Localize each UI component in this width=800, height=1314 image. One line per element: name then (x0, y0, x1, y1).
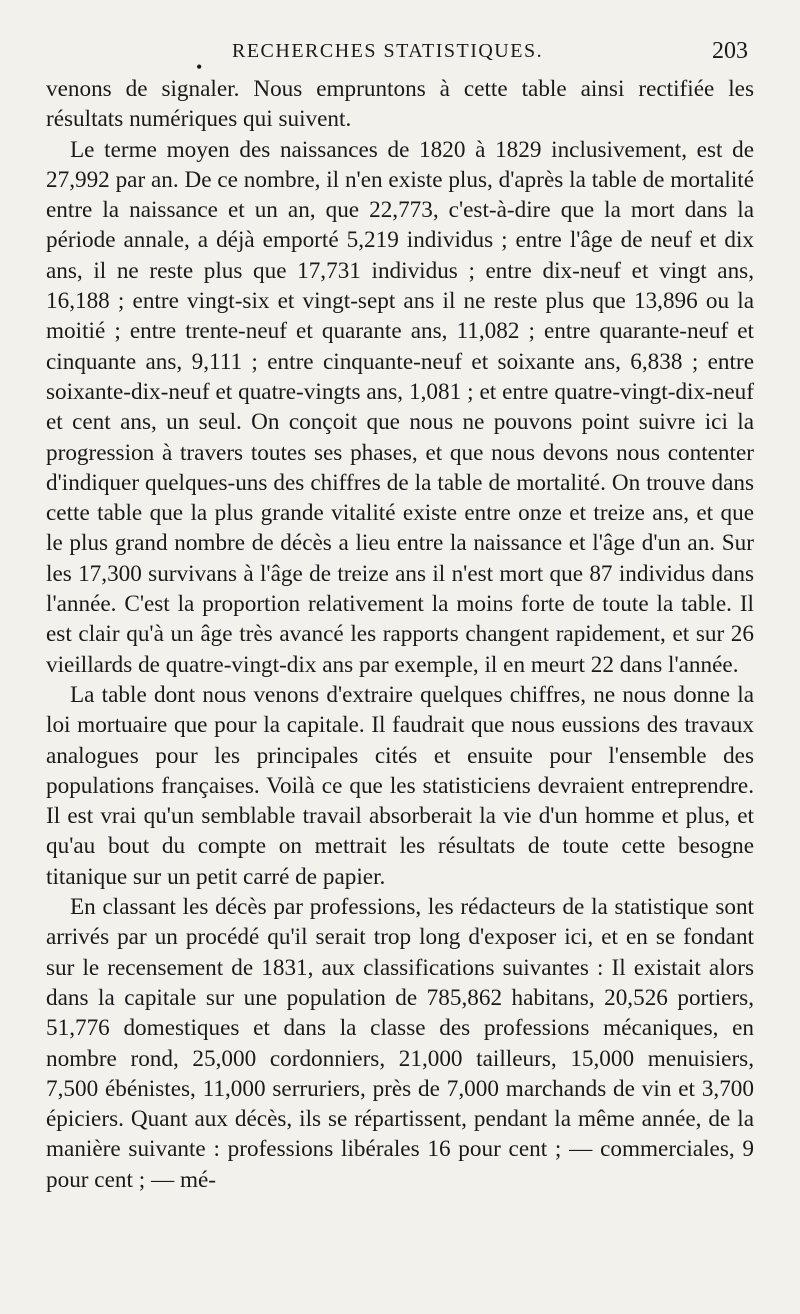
paragraph: La table dont nous venons d'extraire quelques chiffres, ne nous donne la loi mortuaire que pour la capitale. Il faudrait que nous eussions des travaux analogues pour les principales cités et ensuite pour l'ensemble des populations françaises. Voilà ce que les statisticiens devraient entreprendre. Il est vrai qu'un semblable travail absorberait la vie d'un homme et plus, et qu'au bout du compte on mettrait les résultats de toute cette besogne titanique sur un petit carré de papier. (46, 681, 754, 890)
paragraph: venons de signaler. Nous empruntons à cette table ainsi rectifiée les résultats numériques qui suivent. (46, 76, 754, 133)
body-text (46, 74, 754, 1195)
paragraph: En classant les décès par professions, les rédacteurs de la statistique sont arrivés par un procédé qu'il serait trop long d'exposer ici, et en se fondant sur le recensement de 1831, aux classifications suivantes : Il existait alors dans la capitale sur une population de 785,862 habitans, 20,526 portiers, 51,776 domestiques et dans la classe des professions mécaniques, en nombre rond, 25,000 cordonniers, 21,000 tailleurs, 15,000 menuisiers, 7,500 ébénistes, 11,000 serruriers, près de 7,000 marchands de vin et 3,700 épiciers. Quant aux décès, ils se répartissent, pendant la même année, de la manière suivante : professions libérales 16 pour cent ; — commerciales, 9 pour cent ; — mé- (46, 894, 754, 1193)
page-number: 203 (712, 38, 748, 64)
paragraph: Le terme moyen des naissances de 1820 à 1829 inclusivement, est de 27,992 par an. De ce nombre, il n'en existe plus, d'après la table de mortalité entre la naissance et un an, que 22,773, c'est-à-dire que la mort dans la période annale, a déjà emporté 5,219 individus ; entre l'âge de neuf et dix ans, il ne reste plus que 17,731 individus ; entre dix-neuf et vingt ans, 16,188 ; entre vingt-six et vingt-sept ans il ne reste plus que 13,896 ou la moitié ; entre trente-neuf et quarante ans, 11,082 ; entre quarante-neuf et cinquante ans, 9,111 ; entre cinquante-neuf et soixante ans, 6,838 ; entre soixante-dix-neuf et quatre-vingts ans, 1,081 ; et entre quatre-vingt-dix-neuf et cent ans, un seul. On conçoit que nous ne pouvons point suivre ici la progression à travers toutes ses phases, et que nous devons nous contenter d'indiquer quelques-uns des chiffres de la table de mortalité. On trouve dans cette table que la plus grande vitalité existe entre onze et treize ans, et que le plus grand nombre de décès a lieu entre la naissance et l'âge d'un an. Sur les 17,300 survivans à l'âge de treize ans il n'est mort que 87 individus dans l'année. C'est la proportion relativement la moins forte de toute la table. Il est clair qu'à un âge très avancé les rapports changent rapidement, et sur 26 vieillards de quatre-vingt-dix ans par exemple, il en meurt 22 dans l'année. (46, 136, 754, 678)
running-title: RECHERCHES STATISTIQUES. (232, 40, 544, 62)
page-header (46, 34, 754, 77)
printer-mark: • (196, 57, 203, 77)
